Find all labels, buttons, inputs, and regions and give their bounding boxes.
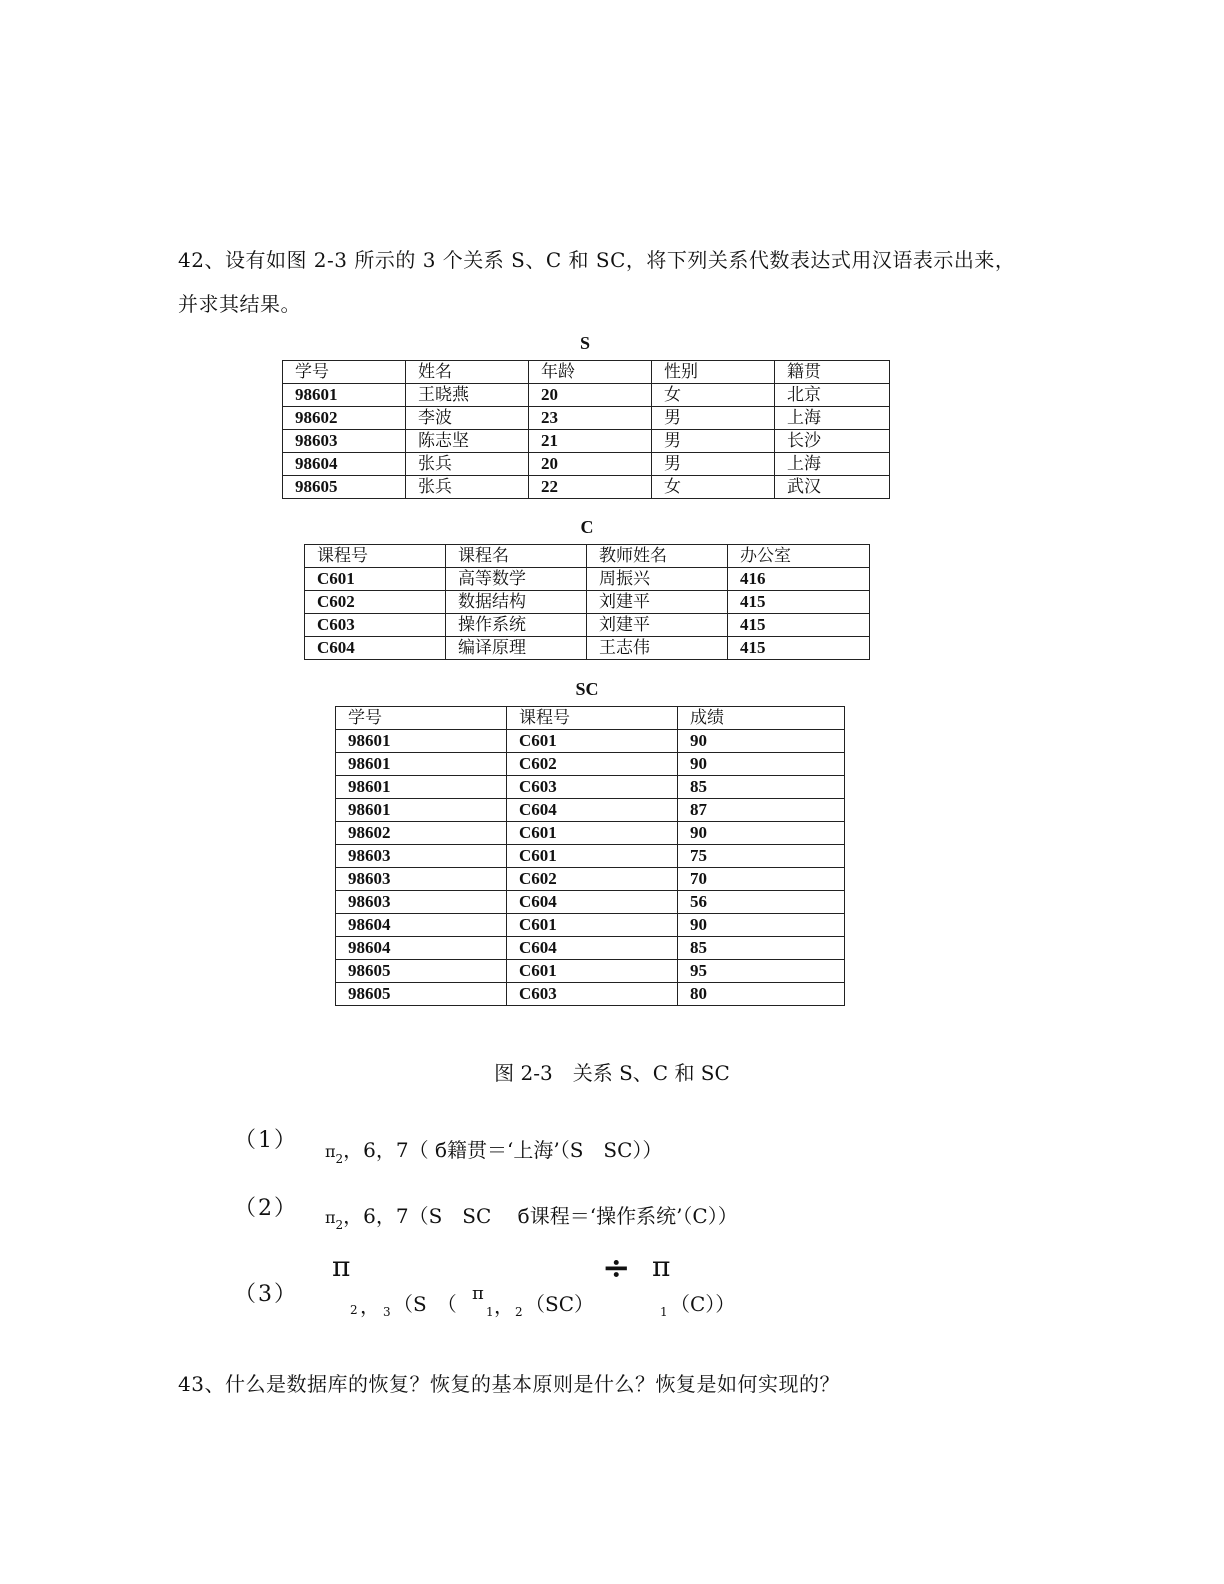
table-cell: 98602 xyxy=(283,407,406,430)
table-cell: 北京 xyxy=(775,384,890,407)
table-cell: 90 xyxy=(678,730,845,753)
table-s-title: S xyxy=(579,333,590,353)
table-cell: 周振兴 xyxy=(587,568,728,591)
comma: ， xyxy=(360,1294,380,1318)
pi-symbol: π xyxy=(472,1283,484,1304)
table-header-cell: 性别 xyxy=(652,361,775,384)
table-header-cell: 年龄 xyxy=(529,361,652,384)
table-cell: 75 xyxy=(678,845,845,868)
table-cell: 21 xyxy=(529,430,652,453)
table-cell: 刘建平 xyxy=(587,591,728,614)
table-cell: 98603 xyxy=(336,868,507,891)
table-cell: 90 xyxy=(678,822,845,845)
table-cell: C604 xyxy=(507,937,678,960)
table-cell: 98605 xyxy=(283,476,406,499)
table-cell: 女 xyxy=(652,476,775,499)
expression-text: （S （ xyxy=(393,1292,457,1316)
figure-caption: 图 2-3 关系 S、C 和 SC xyxy=(494,1061,730,1085)
table-cell: 98601 xyxy=(336,776,507,799)
subscript: 2 xyxy=(350,1303,358,1317)
table-cell: C604 xyxy=(305,637,446,660)
table-cell: 98602 xyxy=(336,822,507,845)
table-cell: C601 xyxy=(305,568,446,591)
table-cell: 数据结构 xyxy=(446,591,587,614)
table-cell: 男 xyxy=(652,407,775,430)
expression-text: ，6，7（ б籍贯＝‘上海’（S SC）） xyxy=(343,1138,663,1162)
table-cell: 98605 xyxy=(336,960,507,983)
table-cell: 高等数学 xyxy=(446,568,587,591)
table-cell: 85 xyxy=(678,776,845,799)
table-cell: 95 xyxy=(678,960,845,983)
expression-text: （SC） xyxy=(525,1292,595,1316)
divide-icon: ÷ xyxy=(602,1248,631,1288)
table-cell: 87 xyxy=(678,799,845,822)
subscript: 1 xyxy=(486,1305,494,1319)
table-cell: C602 xyxy=(507,753,678,776)
table-cell: 长沙 xyxy=(775,430,890,453)
table-header-cell: 办公室 xyxy=(728,545,870,568)
table-cell: 56 xyxy=(678,891,845,914)
pi-symbol: π xyxy=(652,1250,671,1283)
table-cell: C603 xyxy=(305,614,446,637)
table-cell: 上海 xyxy=(775,453,890,476)
table-cell: 415 xyxy=(728,614,870,637)
table-cell: 20 xyxy=(529,453,652,476)
table-cell: C601 xyxy=(507,960,678,983)
question-42-line1: 42、设有如图 2-3 所示的 3 个关系 S、C 和 SC，将下列关系代数表达式用汉语表示出来， xyxy=(178,248,1016,272)
table-cell: 98605 xyxy=(336,983,507,1006)
table-header-cell: 成绩 xyxy=(678,707,845,730)
table-cell: 王志伟 xyxy=(587,637,728,660)
table-header-cell: 学号 xyxy=(283,361,406,384)
item-1-label: （1） xyxy=(234,1128,298,1153)
subscript: 3 xyxy=(383,1305,391,1319)
table-cell: 陈志坚 xyxy=(406,430,529,453)
table-cell: 女 xyxy=(652,384,775,407)
table-cell: C601 xyxy=(507,822,678,845)
table-cell: 98601 xyxy=(336,753,507,776)
table-sc-title: SC xyxy=(575,679,599,699)
pi-symbol: π xyxy=(332,1250,351,1283)
table-cell: 90 xyxy=(678,914,845,937)
subscript: 2 xyxy=(335,1218,344,1232)
table-cell: 98603 xyxy=(336,891,507,914)
table-cell: 98603 xyxy=(336,845,507,868)
item-2-label: （2） xyxy=(234,1196,298,1221)
table-cell: 操作系统 xyxy=(446,614,587,637)
table-header-cell: 籍贯 xyxy=(775,361,890,384)
pi-symbol: π xyxy=(325,1208,336,1227)
table-c-title: C xyxy=(580,517,594,537)
table-cell: 80 xyxy=(678,983,845,1006)
table-cell: 刘建平 xyxy=(587,614,728,637)
subscript: 1 xyxy=(660,1305,668,1319)
table-cell: C602 xyxy=(305,591,446,614)
table-cell: C602 xyxy=(507,868,678,891)
table-cell: 415 xyxy=(728,591,870,614)
table-cell: 98601 xyxy=(283,384,406,407)
table-cell: 415 xyxy=(728,637,870,660)
table-cell: C601 xyxy=(507,730,678,753)
table-cell: 98601 xyxy=(336,799,507,822)
table-cell: 70 xyxy=(678,868,845,891)
subscript: 2 xyxy=(335,1152,344,1166)
table-cell: 上海 xyxy=(775,407,890,430)
table-cell: C601 xyxy=(507,845,678,868)
table-cell: 编译原理 xyxy=(446,637,587,660)
table-cell: 98604 xyxy=(283,453,406,476)
table-header-cell: 课程名 xyxy=(446,545,587,568)
table-cell: C601 xyxy=(507,914,678,937)
table-cell: C603 xyxy=(507,776,678,799)
table-cell: 张兵 xyxy=(406,453,529,476)
table-cell: 李波 xyxy=(406,407,529,430)
table-cell: 98604 xyxy=(336,914,507,937)
table-cell: 98604 xyxy=(336,937,507,960)
table-cell: 20 xyxy=(529,384,652,407)
table-cell: 98603 xyxy=(283,430,406,453)
expression-text: （C）） xyxy=(670,1292,736,1316)
table-cell: 416 xyxy=(728,568,870,591)
table-cell: 98601 xyxy=(336,730,507,753)
table-cell: 85 xyxy=(678,937,845,960)
table-header-cell: 姓名 xyxy=(406,361,529,384)
question-42-line2: 并求其结果。 xyxy=(178,292,301,316)
pi-symbol: π xyxy=(325,1142,336,1161)
table-cell: C604 xyxy=(507,799,678,822)
table-cell: 23 xyxy=(529,407,652,430)
question-43: 43、什么是数据库的恢复？恢复的基本原则是什么？恢复是如何实现的？ xyxy=(178,1372,840,1396)
table-header-cell: 课程号 xyxy=(507,707,678,730)
item-3-label: （3） xyxy=(234,1282,298,1307)
table-header-cell: 课程号 xyxy=(305,545,446,568)
table-header-cell: 学号 xyxy=(336,707,507,730)
table-cell: C603 xyxy=(507,983,678,1006)
table-cell: 22 xyxy=(529,476,652,499)
table-cell: 王晓燕 xyxy=(406,384,529,407)
table-cell: 张兵 xyxy=(406,476,529,499)
comma: ， xyxy=(494,1294,514,1318)
table-cell: 武汉 xyxy=(775,476,890,499)
subscript: 2 xyxy=(515,1305,523,1319)
table-header-cell: 教师姓名 xyxy=(587,545,728,568)
expression-text: ，6，7（S SC б课程＝‘操作系统’（C）） xyxy=(343,1204,738,1228)
table-cell: C604 xyxy=(507,891,678,914)
table-cell: 90 xyxy=(678,753,845,776)
table-cell: 男 xyxy=(652,453,775,476)
table-cell: 男 xyxy=(652,430,775,453)
